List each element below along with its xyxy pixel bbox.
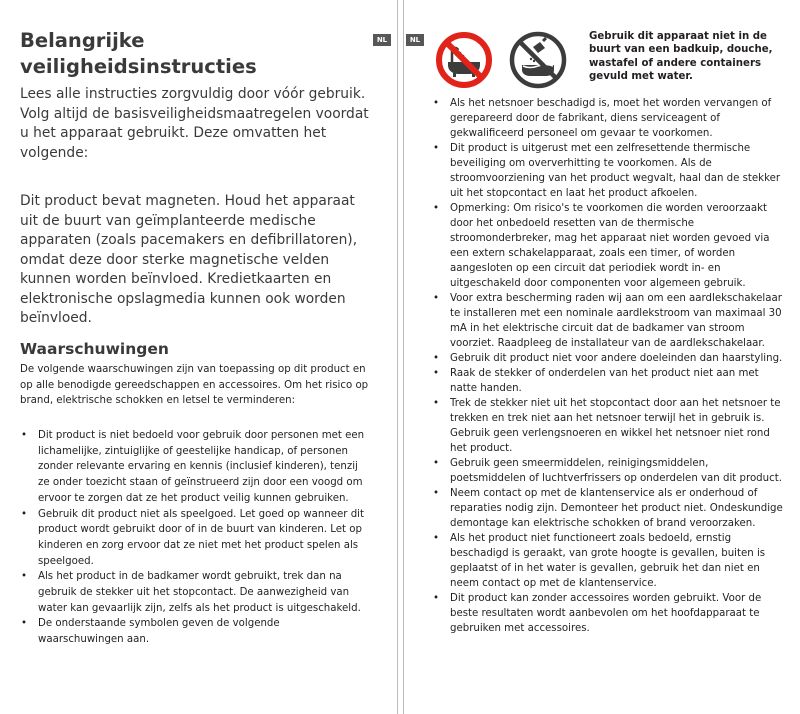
list-item-text: De onderstaande symbolen geven de volgende waarschuwingen aan. <box>38 618 280 646</box>
intro-text <box>20 85 370 163</box>
no-bathtub-icon <box>433 29 495 91</box>
magnet-notice: Dit product bevat magneten. Houd het apparaat uit de buurt van geïmplanteerde medische apparaten (zoals pacemakers en defibrillatoren), omdat deze door sterke magnetische velden kunnen worden beïnvloed. Kredietkaarten en elektronische opslagmedia kunnen ook worden beïnvloed. <box>20 193 358 326</box>
no-shower-basin-icon <box>507 29 569 91</box>
right-page <box>406 0 800 714</box>
list-item: • Dit product kan zonder accessoires worden gebruikt. Voor de beste resultaten wordt aanbevolen om het hoofdapparaat te gebruiken met accessoires. <box>433 593 762 634</box>
list-item: • Als het product in de badkamer wordt gebruikt, trek dan na gebruik de stekker uit het stopcontact. De aanwezigheid van water kan gevaarlijk zijn, zelfs als het product is uitgeschakeld. <box>21 571 361 614</box>
list-item-text: Trek de stekker niet uit het stopcontact door aan het netsnoer te trekken en trek niet aan het netsnoer terwijl het in gebruik is. Gebruik geen verlengsnoeren en wikkel het netsnoer niet rond het product. <box>450 398 781 454</box>
list-item-text: Als het netsnoer beschadigd is, moet het worden vervangen of gerepareerd door de fabrikant, diens serviceagent of gekwalificeerd personeel om gevaar te voorkomen. <box>450 98 772 139</box>
language-badge: NL <box>373 34 391 46</box>
list-item: • Gebruik dit product niet voor andere doeleinden dan haarstyling. <box>433 353 783 364</box>
page-title: Belangrijke veiligheidsinstructies <box>20 29 257 78</box>
list-item-text: Gebruik dit product niet voor andere doeleinden dan haarstyling. <box>450 353 783 364</box>
warnings-heading: Waarschuwingen <box>20 340 169 358</box>
warnings-list-continued <box>433 96 783 636</box>
warnings-list <box>21 428 366 648</box>
intro-paragraph-1: Lees alle instructies zorgvuldig door vóór gebruik. <box>20 86 366 102</box>
list-item-text: Als het product niet functioneert zoals bedoeld, ernstig beschadigd is geraakt, van grote hoogte is gevallen, buiten is geplaatst of in het water is gevallen, gebruik het dan niet en neem contact op met de klantenservice. <box>450 533 766 589</box>
list-item-text: Voor extra bescherming raden wij aan om een aardlekschakelaar te installeren met een nominale aardlekstroom van maximaal 30 mA in het elektrische circuit dat de badkamer van stroom voorziet. Raadpleeg de installateur van de aardlekschakelaar. <box>450 293 782 349</box>
list-item: • Raak de stekker of onderdelen van het product niet aan met natte handen. <box>433 368 759 394</box>
page-gutter-left <box>397 0 398 714</box>
list-item: • De onderstaande symbolen geven de volgende waarschuwingen aan. <box>21 618 280 646</box>
list-item: • Opmerking: Om risico's te voorkomen die worden veroorzaakt door het onbedoeld resetten van de thermische stroomonderbreker, mag het apparaat niet worden gevoed via een extern schakelapparaat, zoals een timer, of worden aangesloten op een circuit dat periodiek wordt in- en uitgeschakeld door componenten voor algemeen gebruik. <box>433 203 770 289</box>
list-item-text: Als het product in de badkamer wordt gebruikt, trek dan na gebruik de stekker uit het stopcontact. De aanwezigheid van water kan gevaarlijk zijn, zelfs als het product is uitgeschakeld. <box>38 571 361 614</box>
list-item-text: Gebruik geen smeermiddelen, reinigingsmiddelen, poetsmiddelen of luchtverfrissers op onderdelen van dit product. <box>450 458 782 484</box>
page-gutter-right <box>403 0 404 714</box>
list-item-text: Raak de stekker of onderdelen van het product niet aan met natte handen. <box>450 368 759 394</box>
list-item: • Voor extra bescherming raden wij aan om een aardlekschakelaar te installeren met een nominale aardlekstroom van maximaal 30 mA in het elektrische circuit dat de badkamer van stroom voorziet. Raadpleeg de installateur van de aardlekschakelaar. <box>433 293 782 349</box>
list-item-text: Neem contact op met de klantenservice als er onderhoud of reparaties nodig zijn. Demonteer het product niet. Ondeskundige demontage kan elektrische schokken of brand veroorzaken. <box>450 488 783 529</box>
left-page <box>0 0 398 714</box>
list-item: • Trek de stekker niet uit het stopcontact door aan het netsnoer te trekken en trek niet aan het netsnoer terwijl het in gebruik is. Gebruik geen verlengsnoeren en wikkel het netsnoer niet rond het product. <box>433 398 781 454</box>
list-item-text: Dit product is niet bedoeld voor gebruik door personen met een lichamelijke, zintuiglijke of geestelijke handicap, of personen zonder relevante ervaring en kennis (inclusief kinderen), tenzij ze onder toezicht staan of geïnstrueerd zijn door een voogd om ervoor te zorgen dat ze het product veilig kunnen gebruiken. <box>38 430 365 504</box>
list-item-text: Opmerking: Om risico's te voorkomen die worden veroorzaakt door het onbedoeld resetten van de thermische stroomonderbreker, mag het apparaat niet worden gevoed via een extern schakelapparaat, zoals een timer, of worden aangesloten op een circuit dat periodiek wordt in- en uitgeschakeld door componenten voor algemeen gebruik. <box>450 203 770 289</box>
symbol-warning-text: Gebruik dit apparaat niet in de buurt van een badkuip, douche, wastafel of andere containers gevuld met water. <box>589 31 773 83</box>
list-item-text: Gebruik dit product niet als speelgoed. Let goed op wanneer dit product wordt gebruikt door of in de buurt van kinderen. Let op kinderen en zorg ervoor dat ze niet met het product spelen als speelgoed. <box>38 508 364 567</box>
list-item: • Neem contact op met de klantenservice als er onderhoud of reparaties nodig zijn. Demonteer het product niet. Ondeskundige demontage kan elektrische schokken of brand veroorzaken. <box>433 488 783 529</box>
list-item: • Gebruik dit product niet als speelgoed. Let goed op wanneer dit product wordt gebruikt door of in de buurt van kinderen. Let op kinderen en zorg ervoor dat ze niet met het product spelen als speelgoed. <box>21 508 364 567</box>
warnings-intro: De volgende waarschuwingen zijn van toepassing op dit product en op alle benodigde gereedschappen en accessoires. Om het risico op brand, elektrische schokken en letsel te verminderen: <box>20 364 369 407</box>
list-item: • Dit product is niet bedoeld voor gebruik door personen met een lichamelijke, zintuiglijke of geestelijke handicap, of personen zonder relevante ervaring en kennis (inclusief kinderen), tenzij ze onder toezicht staan of geïnstrueerd zijn door een voogd om ervoor te zorgen dat ze het product veilig kunnen gebruiken. <box>21 430 365 504</box>
list-item-text: Dit product is uitgerust met een zelfresettende thermische beveiliging om oververhitting te voorkomen. Als de stroomvoorziening van het product wegvalt, haal dan de stekker uit het stopcontact en laat het product afkoelen. <box>450 143 781 199</box>
list-item: • Dit product is uitgerust met een zelfresettende thermische beveiliging om oververhitting te voorkomen. Als de stroomvoorziening van het product wegvalt, haal dan de stekker uit het stopcontact en laat het product afkoelen. <box>433 143 781 199</box>
list-item: • Als het product niet functioneert zoals bedoeld, ernstig beschadigd is geraakt, van grote hoogte is gevallen, buiten is geplaatst of in het water is gevallen, gebruik het dan niet en neem contact op met de klantenservice. <box>433 533 766 589</box>
language-badge: NL <box>406 34 424 46</box>
intro-paragraph-2: Volg altijd de basisveiligheidsmaatregelen voordat u het apparaat gebruikt. Deze omvatten het volgende: <box>20 105 369 161</box>
list-item-text: Dit product kan zonder accessoires worden gebruikt. Voor de beste resultaten wordt aanbevolen om het hoofdapparaat te gebruiken met accessoires. <box>450 593 762 634</box>
list-item: • Gebruik geen smeermiddelen, reinigingsmiddelen, poetsmiddelen of luchtverfrissers op onderdelen van dit product. <box>433 458 782 484</box>
list-item: • Als het netsnoer beschadigd is, moet het worden vervangen of gerepareerd door de fabrikant, diens serviceagent of gekwalificeerd personeel om gevaar te voorkomen. <box>433 98 772 139</box>
